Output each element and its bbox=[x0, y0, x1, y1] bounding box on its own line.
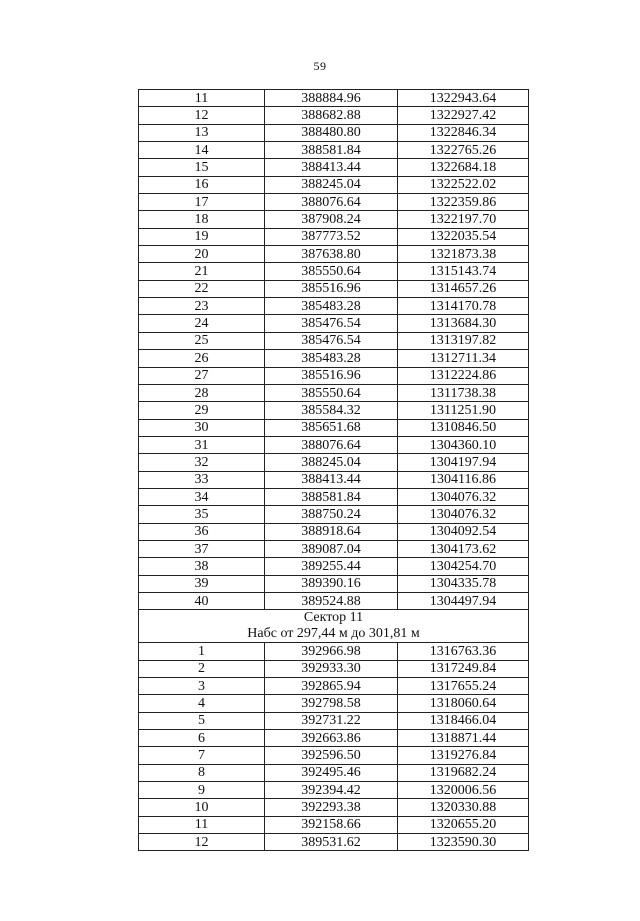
x-coordinate-cell: 388245.04 bbox=[265, 454, 398, 471]
y-coordinate-cell: 1304092.54 bbox=[398, 523, 529, 540]
page-number: 59 bbox=[313, 59, 327, 73]
y-coordinate-cell: 1318466.04 bbox=[398, 712, 529, 729]
table-row bbox=[139, 834, 529, 851]
y-coordinate-cell: 1313197.82 bbox=[398, 332, 529, 349]
x-coordinate-cell: 388581.84 bbox=[265, 488, 398, 505]
x-coordinate-cell: 385584.32 bbox=[265, 402, 398, 419]
y-coordinate-cell: 1323590.30 bbox=[398, 834, 529, 851]
x-coordinate-cell: 385516.96 bbox=[265, 367, 398, 384]
point-number-cell: 12 bbox=[139, 834, 265, 851]
x-coordinate-cell: 392798.58 bbox=[265, 695, 398, 712]
x-coordinate-cell: 392596.50 bbox=[265, 747, 398, 764]
point-number-cell: 13 bbox=[139, 124, 265, 141]
point-number-cell: 24 bbox=[139, 315, 265, 332]
x-coordinate-cell: 392933.30 bbox=[265, 660, 398, 677]
x-coordinate-cell: 388480.80 bbox=[265, 124, 398, 141]
x-coordinate-cell: 385651.68 bbox=[265, 419, 398, 436]
y-coordinate-cell: 1317655.24 bbox=[398, 678, 529, 695]
x-coordinate-cell: 388750.24 bbox=[265, 506, 398, 523]
x-coordinate-cell: 392394.42 bbox=[265, 782, 398, 799]
point-number-cell: 20 bbox=[139, 246, 265, 263]
x-coordinate-cell: 388413.44 bbox=[265, 471, 398, 488]
table-row bbox=[139, 488, 529, 505]
point-number-cell: 25 bbox=[139, 332, 265, 349]
y-coordinate-cell: 1320655.20 bbox=[398, 816, 529, 833]
x-coordinate-cell: 392731.22 bbox=[265, 712, 398, 729]
y-coordinate-cell: 1318871.44 bbox=[398, 730, 529, 747]
table-row bbox=[139, 816, 529, 833]
y-coordinate-cell: 1320330.88 bbox=[398, 799, 529, 816]
y-coordinate-cell: 1322197.70 bbox=[398, 211, 529, 228]
point-number-cell: 10 bbox=[139, 799, 265, 816]
y-coordinate-cell: 1304335.78 bbox=[398, 575, 529, 592]
y-coordinate-cell: 1314170.78 bbox=[398, 298, 529, 315]
table-row bbox=[139, 367, 529, 384]
x-coordinate-cell: 388076.64 bbox=[265, 194, 398, 211]
x-coordinate-cell: 385483.28 bbox=[265, 298, 398, 315]
point-number-cell: 16 bbox=[139, 176, 265, 193]
point-number-cell: 15 bbox=[139, 159, 265, 176]
point-number-cell: 29 bbox=[139, 402, 265, 419]
x-coordinate-cell: 389255.44 bbox=[265, 558, 398, 575]
x-coordinate-cell: 389524.88 bbox=[265, 592, 398, 609]
point-number-cell: 8 bbox=[139, 764, 265, 781]
table-row bbox=[139, 280, 529, 297]
table-row bbox=[139, 799, 529, 816]
table-row bbox=[139, 712, 529, 729]
point-number-cell: 34 bbox=[139, 488, 265, 505]
point-number-cell: 9 bbox=[139, 782, 265, 799]
x-coordinate-cell: 392158.66 bbox=[265, 816, 398, 833]
y-coordinate-cell: 1317249.84 bbox=[398, 660, 529, 677]
point-number-cell: 37 bbox=[139, 540, 265, 557]
y-coordinate-cell: 1311251.90 bbox=[398, 402, 529, 419]
y-coordinate-cell: 1320006.56 bbox=[398, 782, 529, 799]
sector-header-row bbox=[139, 610, 529, 643]
table-row bbox=[139, 660, 529, 677]
x-coordinate-cell: 392663.86 bbox=[265, 730, 398, 747]
table-row bbox=[139, 298, 529, 315]
point-number-cell: 7 bbox=[139, 747, 265, 764]
point-number-cell: 22 bbox=[139, 280, 265, 297]
y-coordinate-cell: 1322035.54 bbox=[398, 228, 529, 245]
table-row bbox=[139, 436, 529, 453]
point-number-cell: 32 bbox=[139, 454, 265, 471]
table-row bbox=[139, 402, 529, 419]
table-row bbox=[139, 246, 529, 263]
point-number-cell: 17 bbox=[139, 194, 265, 211]
y-coordinate-cell: 1312224.86 bbox=[398, 367, 529, 384]
x-coordinate-cell: 392293.38 bbox=[265, 799, 398, 816]
y-coordinate-cell: 1310846.50 bbox=[398, 419, 529, 436]
point-number-cell: 11 bbox=[139, 816, 265, 833]
x-coordinate-cell: 385476.54 bbox=[265, 332, 398, 349]
x-coordinate-cell: 387638.80 bbox=[265, 246, 398, 263]
x-coordinate-cell: 388413.44 bbox=[265, 159, 398, 176]
x-coordinate-cell: 392966.98 bbox=[265, 643, 398, 660]
y-coordinate-cell: 1316763.36 bbox=[398, 643, 529, 660]
point-number-cell: 36 bbox=[139, 523, 265, 540]
table-row bbox=[139, 523, 529, 540]
point-number-cell: 1 bbox=[139, 643, 265, 660]
table-row bbox=[139, 782, 529, 799]
table-row bbox=[139, 384, 529, 401]
point-number-cell: 5 bbox=[139, 712, 265, 729]
point-number-cell: 38 bbox=[139, 558, 265, 575]
table-row bbox=[139, 419, 529, 436]
table-row bbox=[139, 350, 529, 367]
table-row bbox=[139, 764, 529, 781]
point-number-cell: 3 bbox=[139, 678, 265, 695]
y-coordinate-cell: 1314657.26 bbox=[398, 280, 529, 297]
point-number-cell: 23 bbox=[139, 298, 265, 315]
point-number-cell: 27 bbox=[139, 367, 265, 384]
point-number-cell: 18 bbox=[139, 211, 265, 228]
table-row bbox=[139, 211, 529, 228]
y-coordinate-cell: 1322684.18 bbox=[398, 159, 529, 176]
point-number-cell: 11 bbox=[139, 90, 265, 107]
x-coordinate-cell: 392865.94 bbox=[265, 678, 398, 695]
y-coordinate-cell: 1319276.84 bbox=[398, 747, 529, 764]
x-coordinate-cell: 389087.04 bbox=[265, 540, 398, 557]
point-number-cell: 19 bbox=[139, 228, 265, 245]
y-coordinate-cell: 1322765.26 bbox=[398, 142, 529, 159]
point-number-cell: 28 bbox=[139, 384, 265, 401]
table-row bbox=[139, 730, 529, 747]
x-coordinate-cell: 388682.88 bbox=[265, 107, 398, 124]
table-row bbox=[139, 90, 529, 107]
y-coordinate-cell: 1304076.32 bbox=[398, 488, 529, 505]
y-coordinate-cell: 1304360.10 bbox=[398, 436, 529, 453]
y-coordinate-cell: 1313684.30 bbox=[398, 315, 529, 332]
point-number-cell: 35 bbox=[139, 506, 265, 523]
table-row bbox=[139, 592, 529, 609]
coordinates-table bbox=[138, 89, 529, 851]
sector-subtitle: Набс от 297,44 м до 301,81 м bbox=[247, 626, 420, 642]
point-number-cell: 33 bbox=[139, 471, 265, 488]
table-row bbox=[139, 159, 529, 176]
table-row bbox=[139, 678, 529, 695]
y-coordinate-cell: 1304116.86 bbox=[398, 471, 529, 488]
y-coordinate-cell: 1319682.24 bbox=[398, 764, 529, 781]
y-coordinate-cell: 1321873.38 bbox=[398, 246, 529, 263]
y-coordinate-cell: 1304173.62 bbox=[398, 540, 529, 557]
x-coordinate-cell: 385476.54 bbox=[265, 315, 398, 332]
table-row bbox=[139, 471, 529, 488]
x-coordinate-cell: 387773.52 bbox=[265, 228, 398, 245]
point-number-cell: 39 bbox=[139, 575, 265, 592]
table-row bbox=[139, 558, 529, 575]
x-coordinate-cell: 388245.04 bbox=[265, 176, 398, 193]
y-coordinate-cell: 1312711.34 bbox=[398, 350, 529, 367]
y-coordinate-cell: 1304497.94 bbox=[398, 592, 529, 609]
table-row bbox=[139, 575, 529, 592]
point-number-cell: 4 bbox=[139, 695, 265, 712]
y-coordinate-cell: 1322943.64 bbox=[398, 90, 529, 107]
y-coordinate-cell: 1315143.74 bbox=[398, 263, 529, 280]
x-coordinate-cell: 388076.64 bbox=[265, 436, 398, 453]
table-row bbox=[139, 695, 529, 712]
table-row bbox=[139, 643, 529, 660]
y-coordinate-cell: 1304076.32 bbox=[398, 506, 529, 523]
table-row bbox=[139, 454, 529, 471]
x-coordinate-cell: 385483.28 bbox=[265, 350, 398, 367]
point-number-cell: 30 bbox=[139, 419, 265, 436]
y-coordinate-cell: 1304197.94 bbox=[398, 454, 529, 471]
y-coordinate-cell: 1311738.38 bbox=[398, 384, 529, 401]
table-row bbox=[139, 176, 529, 193]
table-row bbox=[139, 194, 529, 211]
table-row bbox=[139, 540, 529, 557]
y-coordinate-cell: 1322359.86 bbox=[398, 194, 529, 211]
x-coordinate-cell: 389531.62 bbox=[265, 834, 398, 851]
point-number-cell: 26 bbox=[139, 350, 265, 367]
table-row bbox=[139, 228, 529, 245]
table-row bbox=[139, 124, 529, 141]
x-coordinate-cell: 385516.96 bbox=[265, 280, 398, 297]
sector-header-group bbox=[139, 610, 529, 643]
coordinates-block-2 bbox=[139, 643, 529, 851]
point-number-cell: 2 bbox=[139, 660, 265, 677]
x-coordinate-cell: 388918.64 bbox=[265, 523, 398, 540]
table-row bbox=[139, 142, 529, 159]
table-row bbox=[139, 315, 529, 332]
point-number-cell: 21 bbox=[139, 263, 265, 280]
point-number-cell: 31 bbox=[139, 436, 265, 453]
table-row bbox=[139, 332, 529, 349]
x-coordinate-cell: 392495.46 bbox=[265, 764, 398, 781]
point-number-cell: 6 bbox=[139, 730, 265, 747]
table-row bbox=[139, 506, 529, 523]
table-row bbox=[139, 107, 529, 124]
x-coordinate-cell: 388581.84 bbox=[265, 142, 398, 159]
table-row bbox=[139, 263, 529, 280]
point-number-cell: 12 bbox=[139, 107, 265, 124]
y-coordinate-cell: 1304254.70 bbox=[398, 558, 529, 575]
y-coordinate-cell: 1322846.34 bbox=[398, 124, 529, 141]
table-row bbox=[139, 747, 529, 764]
y-coordinate-cell: 1322522.02 bbox=[398, 176, 529, 193]
coordinates-block-1 bbox=[139, 90, 529, 610]
y-coordinate-cell: 1318060.64 bbox=[398, 695, 529, 712]
x-coordinate-cell: 388884.96 bbox=[265, 90, 398, 107]
y-coordinate-cell: 1322927.42 bbox=[398, 107, 529, 124]
x-coordinate-cell: 385550.64 bbox=[265, 384, 398, 401]
point-number-cell: 14 bbox=[139, 142, 265, 159]
x-coordinate-cell: 387908.24 bbox=[265, 211, 398, 228]
x-coordinate-cell: 385550.64 bbox=[265, 263, 398, 280]
x-coordinate-cell: 389390.16 bbox=[265, 575, 398, 592]
sector-header-cell bbox=[139, 610, 529, 643]
point-number-cell: 40 bbox=[139, 592, 265, 609]
sector-title: Сектор 11 bbox=[303, 610, 364, 626]
